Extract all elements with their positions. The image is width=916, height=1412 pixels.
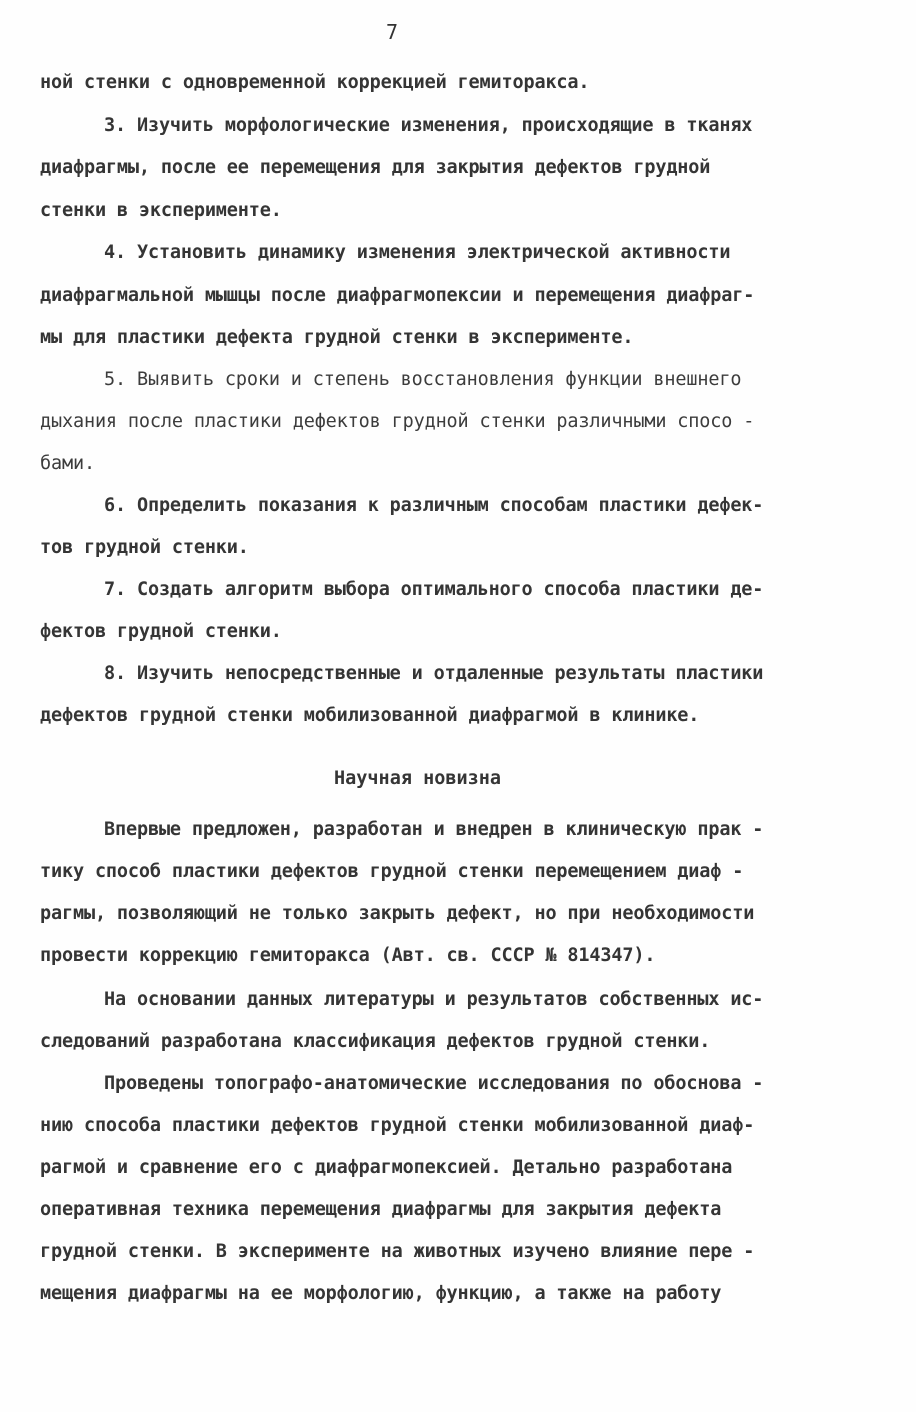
text-line: ной стенки с одновременной коррекцией гемиторакса.	[40, 72, 590, 93]
text-line: следований разработана классификация дефектов грудной стенки.	[40, 1031, 711, 1052]
text-line: дефектов грудной стенки мобилизованной диафрагмой в клинике.	[40, 705, 700, 726]
text-line: бами.	[40, 453, 95, 474]
text-line: нию способа пластики дефектов грудной стенки мобилизованной диаф-	[40, 1115, 755, 1136]
text-line: 5. Выявить сроки и степень восстановления функции внешнего	[104, 369, 742, 390]
text-line: фектов грудной стенки.	[40, 621, 282, 642]
text-line: 3. Изучить морфологические изменения, происходящие в тканях	[104, 115, 753, 136]
text-line: диафрагмальной мышцы после диафрагмопексии и перемещения диафраг-	[40, 285, 755, 306]
text-line: грудной стенки. В эксперименте на животных изучено влияние пере -	[40, 1241, 755, 1262]
text-line: Впервые предложен, разработан и внедрен в клиническую прак -	[104, 819, 764, 840]
text-line: диафрагмы, после ее перемещения для закрытия дефектов грудной	[40, 157, 711, 178]
text-line: мы для пластики дефекта грудной стенки в эксперименте.	[40, 327, 634, 348]
text-line: тов грудной стенки.	[40, 537, 249, 558]
text-line: 8. Изучить непосредственные и отдаленные результаты пластики	[104, 663, 764, 684]
text-line: Проведены топографо-анатомические исследования по обоснова -	[104, 1073, 764, 1094]
text-line: 4. Установить динамику изменения электрической активности	[104, 242, 731, 263]
text-line: дыхания после пластики дефектов грудной стенки различными спосо -	[40, 411, 755, 432]
text-line: стенки в эксперименте.	[40, 200, 282, 221]
section-heading: Научная новизна	[334, 768, 502, 789]
text-line: 7. Создать алгоритм выбора оптимального способа пластики де-	[104, 579, 764, 600]
text-line: 6. Определить показания к различным способам пластики дефек-	[104, 495, 764, 516]
text-line: рагмой и сравнение его с диафрагмопексией. Детально разработана	[40, 1157, 733, 1178]
text-line: провести коррекцию гемиторакса (Авт. св. СССР № 814347).	[40, 945, 656, 966]
text-line: На основании данных литературы и результатов собственных ис-	[104, 989, 764, 1010]
text-line: рагмы, позволяющий не только закрыть дефект, но при необходимости	[40, 903, 755, 924]
page-number: 7	[386, 20, 399, 44]
text-line: тику способ пластики дефектов грудной стенки перемещением диаф -	[40, 861, 744, 882]
text-line: мещения диафрагмы на ее морфологию, функцию, а также на работу	[40, 1283, 722, 1304]
text-line: оперативная техника перемещения диафрагмы для закрытия дефекта	[40, 1199, 722, 1220]
